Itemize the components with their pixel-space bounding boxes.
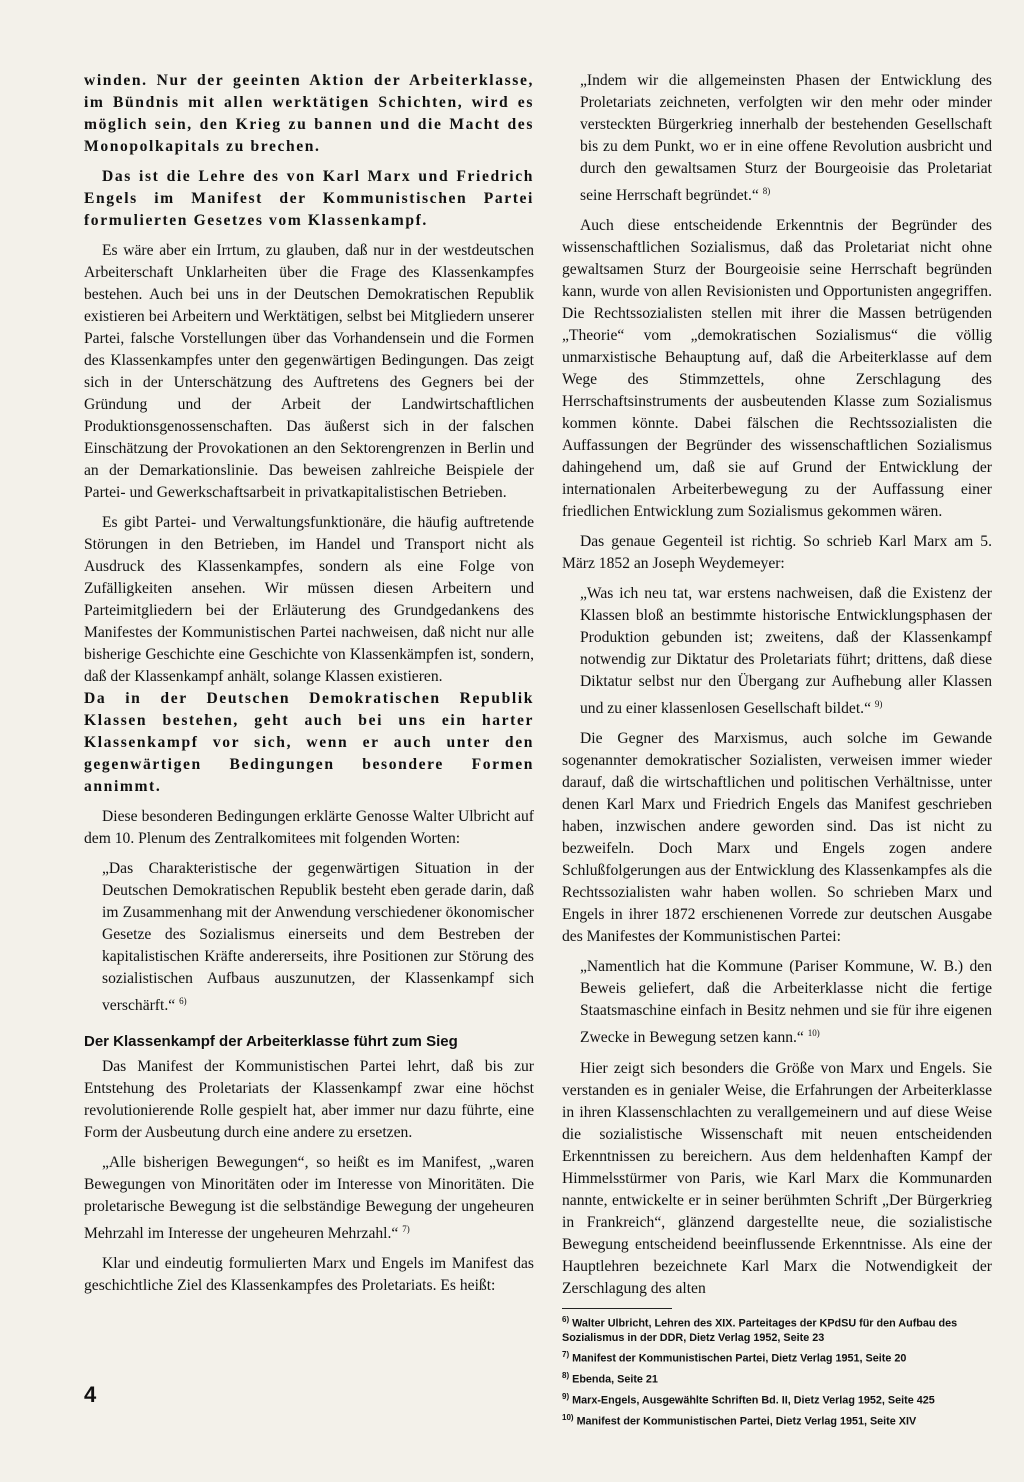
paragraph: Hier zeigt sich besonders die Größe von Marx und Engels. Sie verstanden es in genialer Weise, die Erfahrungen der Arbeiterklasse in ihren Klassenschlachten zu verallgemeinern und auf diese Weise die sozialistische Wissenschaft mit neuen entscheidenden Erkenntnissen zu bereichern. Aus dem heldenhaften Kampf der Himmelsstürmer von Paris, wie Karl Marx die Kommunarden nannte, entwickelte er in seiner berühmten Schrift „Der Bürgerkrieg in Frankreich“, glänzend dargestellte neue, die sozialistische Bewegung entscheidend beeinflussende Erkenntnisse. Als eine der Hauptlehren bezeichnete Karl Marx die Notwendigkeit der Zerschlagung des alten	[562, 1059, 992, 1297]
footnote-text: Manifest der Kommunistischen Partei, Dietz Verlag 1951, Seite XIV	[576, 1416, 917, 1429]
footnote-text: Marx-Engels, Ausgewählte Schriften Bd. II, Dietz Verlag 1952, Seite 425	[572, 1394, 935, 1407]
quote-text	[580, 956, 992, 1049]
paragraph: Diese besonderen Bedingungen erklärte Genosse Walter Ulbricht auf dem 10. Plenum des Zentralkomitees mit folgenden Worten:	[84, 808, 534, 847]
footnote	[562, 1411, 992, 1429]
quote-body: „Das Charakteristische der gegenwärtigen Situation in der Deutschen Demokratischen Republik besteht eben gerade darin, daß im Zusammenhang mit der Anwendung verschiedener ökonomischer Gesetze des Sozialismus einerseits und dem Bestreben der kapitalistischen Kräfte andererseits, ihre Positionen zur Störung des sozialistischen Aufbaus auszunutzen, der Klassenkampf sich verschärft.“	[102, 860, 534, 1015]
paragraph: Die Gegner des Marxismus, auch solche im Gewande sogenannter demokratischer Sozialisten, verweisen immer wieder darauf, daß die wirtschaftlichen und politischen Verhältnisse, unter denen Karl Marx und Friedrich Engels das Manifest geschrieben haben, inzwischen andere geworden sind. Das ist nicht zu bezweifeln. Doch Marx und Engels zogen andere Schlußfolgerungen aus der Entwicklung des Klassenkampfes als die Rechtssozialisten wahr haben wollen. So schrieben Marx und Engels in ihrer 1872 erschienenen Vorrede zur deutschen Ausgabe des Manifestes der Kommunistischen Partei:	[562, 730, 992, 946]
quote-text	[580, 583, 992, 720]
paragraph: Auch diese entscheidende Erkenntnis der Begründer des wissenschaftlichen Sozialismus, daß das Proletariat nicht ohne gewaltsamen Sturz der Bourgeoisie seine Herrschaft begründen kann, wurde von allen Revisionisten und Opportunisten angegriffen. Die Rechtssozialisten stellen mit ihrer die Massen betrügenden „Theorie“ vom „demokratischen Sozialismus“ die völlig unmarxistische Behauptung auf, daß die Arbeiterklasse auf dem Wege des Stimmzettels, ohne Zerschlagung des Herrschaftsinstruments der ausbeutenden Klasse zum Sozialismus kommen könnte. Dabei fälschen die Rechtssozialisten die Auffassungen der Begründer des wissenschaftlichen Sozialismus dahingehend um, daß sie auf Grund der Entwicklung der internationalen Arbeiterbewegung zu der Auffassung einer friedlichen Entwicklung zum Sozialismus gekommen wären.	[562, 217, 992, 521]
block-quote	[84, 858, 534, 1017]
left-column	[84, 70, 534, 1305]
footnote	[562, 1369, 992, 1387]
footnote	[562, 1313, 992, 1346]
footnote-number: 7)	[562, 1350, 570, 1360]
quote-body: „Indem wir die allgemeinsten Phasen der Entwicklung des Proletariats zeichneten, verfolgten wir den mehr oder minder versteckten Bürgerkrieg innerhalb der bestehenden Gesellschaft bis zu dem Punkt, wo er in eine offene Revolution ausbricht und durch den gewaltsamen Sturz der Bourgeoisie das Proletariat seine Herrschaft begründet.“	[580, 72, 992, 205]
footnote-ref: 7)	[402, 1224, 410, 1235]
footnote-number: 9)	[562, 1392, 570, 1402]
paragraph: Das ist die Lehre des von Karl Marx und Friedrich Engels im Manifest der Kommunistischen Partei formulierten Gesetzes vom Klassenkampf.	[84, 168, 534, 229]
paragraph: Das Manifest der Kommunistischen Partei lehrt, daß bis zur Entstehung des Proletariats der Klassenkampf zwar eine höchst revolutionierende Rolle gespielt hat, aber immer nur dazu führte, eine Form der Ausbeutung durch eine andere zu ersetzen.	[84, 1058, 534, 1142]
paragraph: Das genaue Gegenteil ist richtig. So schrieb Karl Marx am 5. März 1852 an Joseph Weydemeyer:	[562, 533, 992, 573]
paragraph: winden. Nur der geeinten Aktion der Arbeiterklasse, im Bündnis mit allen werktätigen Schichten, wird es möglich sein, den Krieg zu bannen und die Macht des Monopolkapitals zu brechen.	[84, 72, 534, 155]
footnote-text: Ebenda, Seite 21	[572, 1373, 658, 1386]
paragraph	[84, 1152, 534, 1245]
right-column	[562, 70, 992, 1433]
quote-text	[580, 70, 992, 207]
paragraph: Da in der Deutschen Demokratischen Republik Klassen bestehen, geht auch bei uns ein harter Klassenkampf vor sich, wenn er auch unter den gegenwärtigen Bedingungen besondere Formen annimmt.	[84, 690, 534, 795]
footnotes	[562, 1313, 992, 1430]
footnote	[562, 1348, 992, 1366]
block-quote	[562, 956, 992, 1049]
footnote-ref: 8)	[762, 186, 771, 196]
footnote-ref: 9)	[874, 699, 883, 710]
page-number: 4	[84, 1382, 97, 1407]
paragraph-body: „Alle bisherigen Bewegungen“, so heißt es im Manifest, „waren Bewegungen von Minoritäten oder im Interesse von Minoritäten. Die proletarische Bewegung ist die selbständige Bewegung der ungeheuren Mehrzahl im Interesse der ungeheuren Mehrzahl.“	[84, 1154, 534, 1243]
footnote-number: 8)	[562, 1371, 570, 1381]
footnote-text: Manifest der Kommunistischen Partei, Dietz Verlag 1951, Seite 20	[572, 1352, 907, 1365]
footnote-ref: 6)	[179, 996, 187, 1006]
footnote-number: 6)	[562, 1314, 570, 1324]
paragraph: Klar und eindeutig formulierten Marx und Engels im Manifest das geschichtliche Ziel des Klassenkampfes des Proletariats. Es heißt:	[84, 1255, 534, 1295]
quote-body: „Namentlich hat die Kommune (Pariser Kommune, W. B.) den Beweis geliefert, daß die Arbeiterklasse nicht die fertige Staatsmaschine einfach in Besitz nehmen und sie für ihre eigenen Zwecke in Bewegung setzen kann.“	[580, 958, 992, 1047]
quote-body: „Was ich neu tat, war erstens nachweisen, daß die Existenz der Klassen bloß an bestimmte historische Entwicklungsphasen der Produktion gebunden ist; zweitens, daß der Klassenkampf notwendig zur Diktatur des Proletariats führt; drittens, daß diese Diktatur selbst nur den Übergang zur Aufhebung aller Klassen und zu einer klassenlosen Gesellschaft bildet.“	[580, 585, 992, 718]
quote-text	[102, 858, 534, 1017]
footnote	[562, 1390, 992, 1408]
block-quote	[562, 70, 992, 207]
paragraph: Es wäre aber ein Irrtum, zu glauben, daß nur in der westdeutschen Arbeiterschaft Unklarheiten über die Frage des Klassenkampfes bestehen. Auch bei uns in der Deutschen Demokratischen Republik existieren bei Arbeitern und Werktätigen, selbst bei Mitgliedern unserer Partei, falsche Vorstellungen über das Vorhandensein und die Formen des Klassenkampfes unter den gegenwärtigen Bedingungen. Das zeigt sich in der Unterschätzung des Auftretens des Gegners bei der Gründung und der Arbeit der Landwirtschaftlichen Produktionsgenossenschaften. Das äußerst sich in der falschen Einschätzung der Provokationen an den Sektorengrenzen in Berlin und an der Demarkationslinie. Das beweisen zahlreiche Beispiele der Partei- und Gewerkschaftsarbeit in privatkapitalistischen Betrieben.	[84, 242, 534, 501]
footnote-ref: 10)	[807, 1028, 820, 1039]
footnote-text: Walter Ulbricht, Lehren des XIX. Parteitages der KPdSU für den Aufbau des Sozialismus in der DDR, Dietz Verlag 1952, Seite 23	[562, 1317, 958, 1344]
footnote-number: 10)	[562, 1413, 574, 1423]
section-heading: Der Klassenkampf der Arbeiterklasse führt zum Sieg	[84, 1033, 458, 1051]
footnote-divider	[562, 1308, 672, 1309]
block-quote	[562, 583, 992, 720]
paragraph: Es gibt Partei- und Verwaltungsfunktionäre, die häufig auftretende Störungen in den Betrieben, im Handel und Transport nicht als Ausdruck des Klassenkampfes, sondern als eine Folge von Zufälligkeiten ansehen. Wir müssen diesen Arbeitern und Parteimitgliedern bei der Erläuterung des Grundgedankens des Manifestes der Kommunistischen Partei nachweisen, daß nicht nur alle bisherige Geschichte eine Geschichte von Klassenkämpfen ist, sondern, daß der Klassenkampf anhält, solange Klassen existieren.	[84, 514, 534, 685]
